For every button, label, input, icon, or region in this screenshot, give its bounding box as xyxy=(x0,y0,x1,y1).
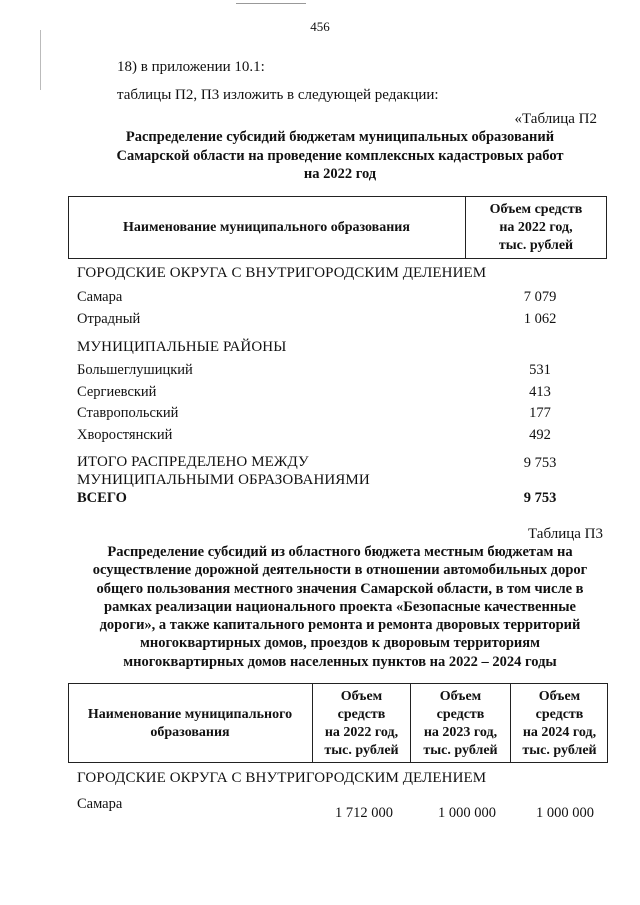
total-distributed-value: 9 753 xyxy=(523,455,557,471)
table-p2-title-line: Самарской области на проведение комплексных кадастровых работ xyxy=(116,147,564,164)
row-name: Ставропольский xyxy=(77,405,179,421)
scan-edge-mark xyxy=(40,30,41,90)
table-p3-title xyxy=(60,543,620,671)
row-value: 177 xyxy=(529,405,551,421)
table-p3-label: Таблица П3 xyxy=(528,526,603,542)
row-name: Большеглушицкий xyxy=(77,362,193,378)
table-p3-title-line: многоквартирных домов населенных пунктов на 2022 – 2024 годы xyxy=(123,653,557,670)
total-distributed-label: МУНИЦИПАЛЬНЫМИ ОБРАЗОВАНИЯМИ xyxy=(77,472,370,488)
total-distributed-label: ИТОГО РАСПРЕДЕЛЕНО МЕЖДУ xyxy=(77,454,309,470)
row-value-2023: 1 000 000 xyxy=(438,805,496,821)
table-p2-label: «Таблица П2 xyxy=(514,111,597,127)
row-value-2024: 1 000 000 xyxy=(536,805,594,821)
row-name: Самара xyxy=(77,289,123,305)
table-p3-title-line: многоквартирных домов, проездов к дворовым территориям xyxy=(140,635,540,652)
row-name: Самара xyxy=(77,796,123,812)
table-p2-title xyxy=(60,128,620,184)
grand-total-label: ВСЕГО xyxy=(77,490,127,506)
table-p2-title-line: на 2022 год xyxy=(303,166,377,182)
table-p3-header-2023: Объем средств на 2023 год, тыс. рублей xyxy=(423,689,498,758)
table-p3-header-name: Наименование муниципального образования xyxy=(87,707,293,740)
table-p2-title-line: Распределение субсидий бюджетам муниципальных образований xyxy=(125,129,555,145)
row-value: 1 062 xyxy=(523,311,557,327)
table-p3-title-line: рамках реализации национального проекта «Безопасные качественные xyxy=(104,598,576,615)
row-name: Сергиевский xyxy=(77,384,157,400)
row-name: Отрадный xyxy=(77,311,141,327)
intro-instruction: таблицы П2, П3 изложить в следующей редакции: xyxy=(117,87,439,103)
row-value: 492 xyxy=(529,427,551,443)
table-p3-title-line: осуществление дорожной деятельности в отношении автомобильных дорог xyxy=(92,562,588,579)
section-title: МУНИЦИПАЛЬНЫЕ РАЙОНЫ xyxy=(77,339,287,355)
table-p3-title-line: дороги», а также капитального ремонта и ремонта дворовых территорий xyxy=(99,617,581,634)
table-p2-header-amount: Объем средств на 2022 год, тыс. рублей xyxy=(489,202,583,253)
row-value-2022: 1 712 000 xyxy=(335,805,393,821)
table-p3-header-2024: Объем средств на 2024 год, тыс. рублей xyxy=(522,689,597,758)
section-title: ГОРОДСКИЕ ОКРУГА С ВНУТРИГОРОДСКИМ ДЕЛЕНИЕМ xyxy=(77,770,487,786)
page-number: 456 xyxy=(310,19,330,34)
table-p3-title-line: Распределение субсидий из областного бюджета местным бюджетам на xyxy=(107,544,573,560)
section-title: ГОРОДСКИЕ ОКРУГА С ВНУТРИГОРОДСКИМ ДЕЛЕНИЕМ xyxy=(77,265,487,281)
row-value: 7 079 xyxy=(523,289,557,305)
table-p3-header-2022: Объем средств на 2022 год, тыс. рублей xyxy=(324,689,399,758)
row-value: 531 xyxy=(529,362,551,378)
intro-item-18: 18) в приложении 10.1: xyxy=(117,59,265,75)
table-p3-title-line: общего пользования местного значения Самарской области, в том числе в xyxy=(96,580,584,597)
row-value: 413 xyxy=(529,384,551,400)
table-p2-header-name: Наименование муниципального образования xyxy=(123,220,410,235)
scan-edge-mark xyxy=(236,3,306,4)
row-name: Хворостянский xyxy=(77,427,173,443)
grand-total-value: 9 753 xyxy=(523,490,557,506)
